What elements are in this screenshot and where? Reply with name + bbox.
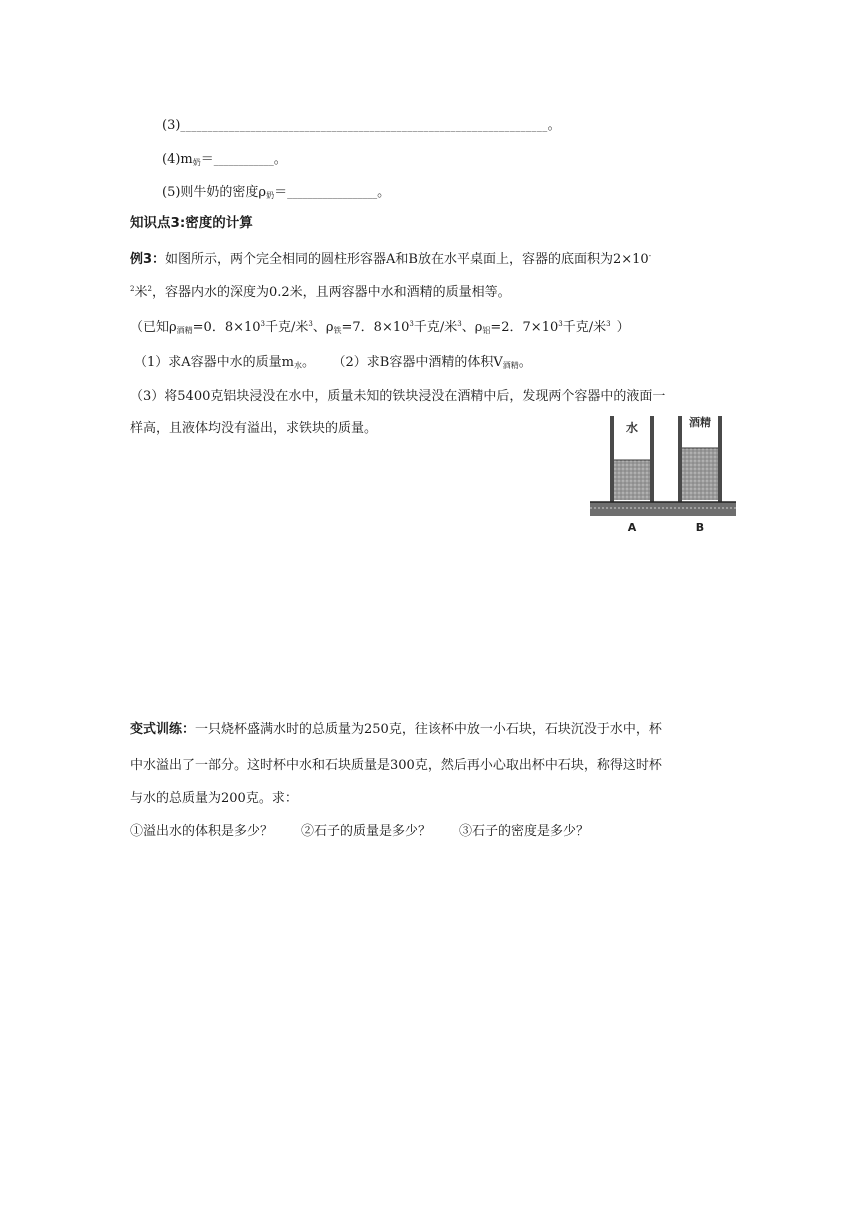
step-5-blank[interactable]: __________________ [287,188,378,199]
container-a-left-wall [610,416,614,502]
label-alcohol: 酒精 [689,416,711,429]
known-values [130,316,630,336]
label-b: B [695,521,705,534]
question-2 [339,355,532,370]
aluminum-density-value: =2．7×10 [490,320,559,335]
table-surface [590,502,736,516]
step-3-blank[interactable]: ____________________________________________________________________ [180,121,548,132]
step-3-number: (3) [162,118,181,133]
separator-2: 、ρ [461,320,483,335]
variant-question-1: ①溢出水的体积是多少？ [130,824,274,839]
example-line-2-text: ，容器内水的深度为0.2米，且两容器中水和酒精的质量相等。 [151,285,511,300]
unit-meter: 米 [134,285,148,300]
step-5-end: 。 [377,185,391,200]
container-a-right-wall [650,416,654,502]
step-4-blank[interactable]: ____________ [213,155,274,166]
iron-density-unit: 千克/米 [413,320,458,335]
step-4-end: 。 [273,152,287,167]
question-2-text: （2）求B容器中酒精的体积V [339,355,503,370]
step-5-subscript: 奶 [266,191,275,200]
exponent-area: 2 [147,285,152,293]
iron-density-value: =7．8×10 [341,320,410,335]
question-3-line-2: 样高，且液体均没有溢出，求铁块的质量。 [130,421,378,436]
water-liquid [614,460,650,500]
example-line-1-sup: - [648,252,652,260]
container-b [678,415,722,502]
container-a [610,416,654,502]
sub-questions-1-2 [134,351,532,371]
container-b-right-wall [718,416,722,502]
variant-line-1 [130,718,662,737]
step-5 [162,181,390,201]
variant-label: 变式训练： [130,722,196,737]
question-1 [134,355,315,370]
question-3-line-1: （3）将5400克铝块浸没在水中，质量未知的铁块浸没在酒精中后，发现两个容器中的液面一 [130,389,666,404]
step-4-equals: ＝ [200,152,214,167]
known-close: ） [616,320,630,335]
label-a: A [627,521,637,534]
step-4-text: (4)m [162,152,193,167]
known-open: （已知ρ [130,320,177,335]
variant-line-1-text: 一只烧杯盛满水时的总质量为250克，往该杯中放一小石块，石块沉没于水中，杯 [195,722,662,737]
variant-line-2: 中水溢出了一部分。这时杯中水和石块质量是300克，然后再小心取出杯中石块，称得这时杯 [130,758,662,773]
step-4 [162,148,287,168]
ground-band [590,502,736,516]
aluminum-density-exp: 3 [558,320,563,328]
step-3 [162,114,561,133]
variant-line-3: 与水的总质量为200克。求： [130,791,298,806]
alcohol-density-exp: 3 [260,320,265,328]
subscript-iron: 铁 [333,326,342,335]
question-1-subscript: 水 [294,361,302,370]
variant-question-3: ③石子的密度是多少？ [459,824,590,839]
question-2-subscript: 酒精 [502,361,519,370]
exponent-2: 2 [130,285,135,293]
label-water: 水 [625,421,639,435]
question-1-end: 。 [302,355,316,370]
example-label: 例3： [130,252,166,267]
subscript-alcohol: 酒精 [176,326,193,335]
example-line-1-text: 如图所示，两个完全相同的圆柱形容器A和B放在水平桌面上，容器的底面积为2×10 [165,252,649,267]
container-b-left-wall [678,416,682,502]
alcohol-density-value: =0．8×10 [192,320,261,335]
separator-1: 、ρ [312,320,334,335]
alcohol-unit-exp: 3 [308,320,313,328]
step-5-text: (5)则牛奶的密度ρ [162,185,267,200]
section-heading: 知识点3:密度的计算 [130,215,253,231]
alcohol-density-unit: 千克/米 [265,320,309,335]
question-1-text: （1）求A容器中水的质量m [134,355,294,370]
question-2-end: 。 [518,355,532,370]
aluminum-unit-exp: 3 [606,320,611,328]
example-line-2 [130,281,511,300]
alcohol-liquid [682,448,718,500]
step-3-end: 。 [547,118,561,133]
aluminum-density-unit: 千克/米 [562,320,607,335]
iron-unit-exp: 3 [457,320,462,328]
subscript-aluminum: 铝 [482,326,491,335]
step-4-subscript: 奶 [192,158,201,167]
step-5-equals: ＝ [274,185,288,200]
containers-figure [590,412,740,536]
iron-density-exp: 3 [409,320,414,328]
example-line-1 [130,248,651,267]
variant-question-2: ②石子的质量是多少？ [301,824,432,839]
variant-questions [130,820,589,839]
